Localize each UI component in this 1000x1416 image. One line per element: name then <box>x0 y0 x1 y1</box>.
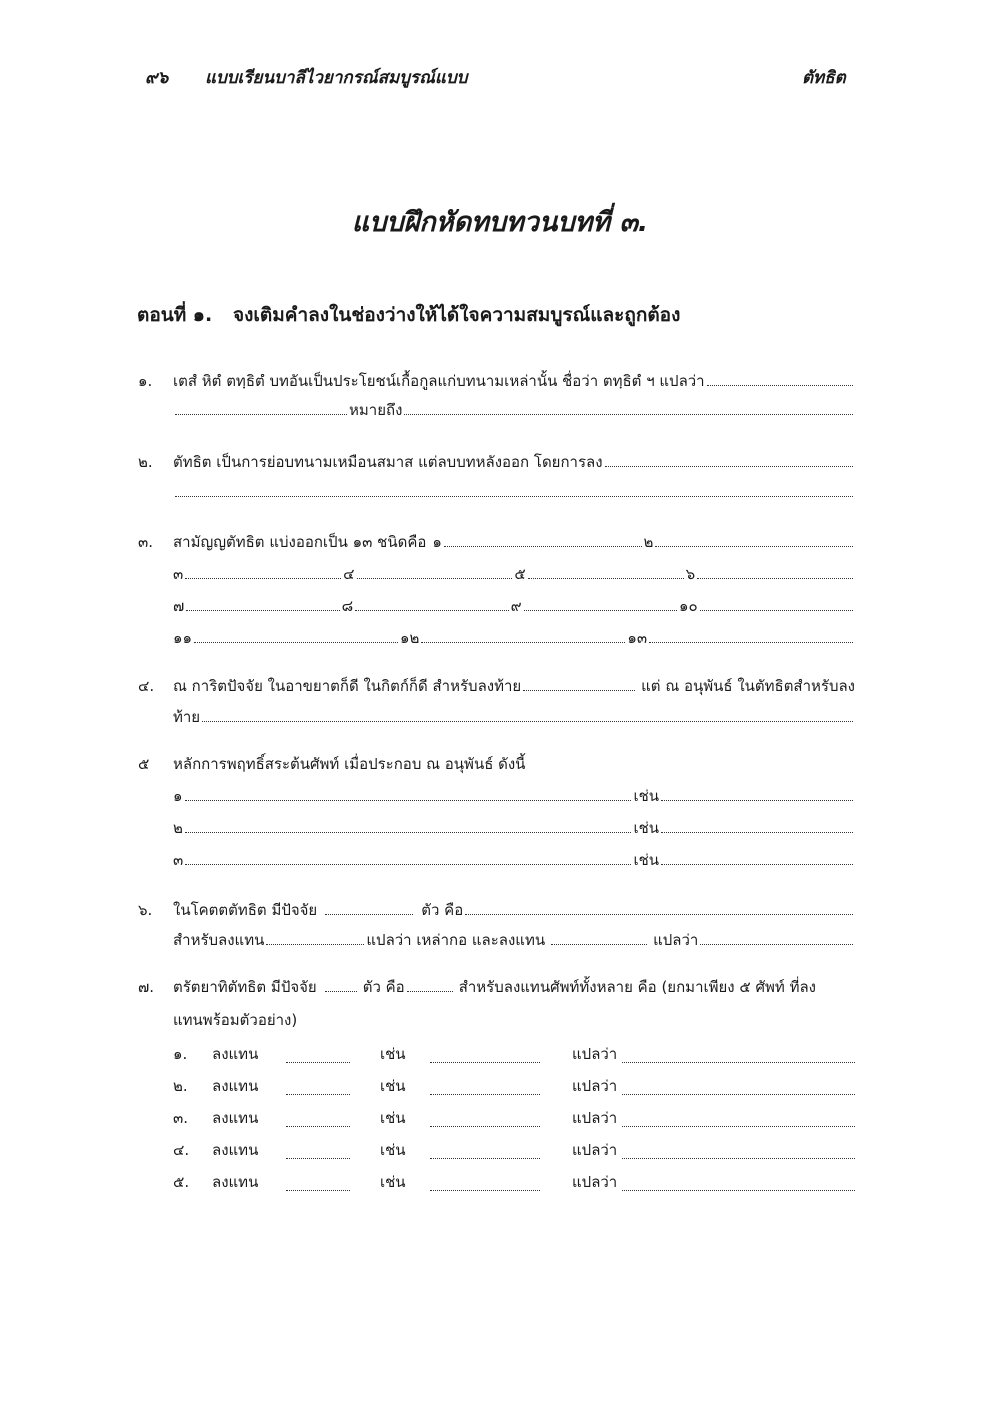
q3-item: ๑ <box>432 533 442 551</box>
q1-meaning-label: หมายถึง <box>349 401 403 419</box>
q1-blank-meaning[interactable] <box>404 398 853 415</box>
q1-line2 <box>173 398 855 422</box>
q3-line2 <box>173 562 855 586</box>
q7-text-d: แทนพร้อมตัวอย่าง) <box>173 1011 298 1029</box>
q3-item: ๘ <box>341 597 354 615</box>
q7-translate-label: แปลว่า <box>572 1173 618 1191</box>
q7-blank-example[interactable] <box>430 1142 540 1159</box>
q3-item: ๒ <box>643 533 654 551</box>
q5-example: เช่น <box>633 819 659 837</box>
q2-number: ๒. <box>138 453 153 471</box>
q2-line2 <box>173 480 855 504</box>
q3-item: ๗ <box>173 597 185 615</box>
q7-blank-suffix[interactable] <box>407 975 453 992</box>
chapter-name: ตัทธิต <box>802 68 846 88</box>
q3-item: ๖ <box>685 565 696 583</box>
q7-blank-example[interactable] <box>430 1110 540 1127</box>
q6-blank-count[interactable] <box>325 898 413 915</box>
book-title: แบบเรียนบาลีไวยากรณ์สมบูรณ์แบบ <box>205 68 468 88</box>
q7-row-number: ๕. <box>173 1173 190 1191</box>
q7-blank-translate[interactable] <box>622 1110 855 1127</box>
q2-blank[interactable] <box>605 450 853 467</box>
q6-text-b: ตัว คือ <box>421 901 464 919</box>
q3-blank[interactable] <box>444 530 642 547</box>
section-instruction: จงเติมคำลงในช่องว่างให้ได้ใจความสมบูรณ์และถูกต้อง <box>233 304 681 326</box>
q7-text-b: ตัว คือ <box>362 978 405 996</box>
q3-item: ๑๐ <box>678 597 698 615</box>
q6-text-a: ในโคตตตัทธิต มีปัจจัย <box>173 901 318 919</box>
q5-blank[interactable] <box>185 784 632 801</box>
q3-line1 <box>173 530 855 554</box>
q7-replace-label: ลงแทน <box>212 1109 259 1127</box>
q6-blank-e[interactable] <box>700 928 853 945</box>
q6-text-c: สำหรับลงแทน <box>173 931 265 949</box>
q7-replace-label: ลงแทน <box>212 1173 259 1191</box>
q6-text-d: แปลว่า เหล่ากอ และลงแทน <box>366 931 546 949</box>
q7-row-number: ๔. <box>173 1141 190 1159</box>
q4-line1 <box>173 674 855 698</box>
q2-text: ตัทธิต เป็นการย่อบทนามเหมือนสมาส แต่ลบบทหลังออก โดยการลง <box>173 453 603 471</box>
q6-blank-d[interactable] <box>551 928 647 945</box>
q7-example-label: เช่น <box>380 1077 406 1095</box>
q5-item-row <box>173 784 855 808</box>
q5-blank-example[interactable] <box>661 816 853 833</box>
q3-item: ๑๓ <box>627 629 648 647</box>
q4-line2 <box>173 705 855 729</box>
q5-item: ๑ <box>173 787 183 805</box>
q7-text-c: สำหรับลงแทนศัพท์ทั้งหลาย คือ (ยกมาเพียง ๕ ศัพท์ ที่ลง <box>458 978 816 996</box>
q3-blank[interactable] <box>194 626 398 643</box>
q6-line2 <box>173 928 855 952</box>
q7-row-number: ๒. <box>173 1077 188 1095</box>
q3-blank[interactable] <box>655 530 853 547</box>
q7-blank-replace[interactable] <box>286 1046 350 1063</box>
q7-blank-replace[interactable] <box>286 1142 350 1159</box>
q1-number: ๑. <box>138 372 153 390</box>
q7-example-label: เช่น <box>380 1109 406 1127</box>
q4-number: ๔. <box>138 677 155 695</box>
q1-blank-translation[interactable] <box>707 369 853 386</box>
q7-blank-translate[interactable] <box>622 1046 855 1063</box>
q3-item: ๓ <box>173 565 184 583</box>
q7-blank-replace[interactable] <box>286 1174 350 1191</box>
q7-translate-label: แปลว่า <box>572 1141 618 1159</box>
q1-line1 <box>173 369 855 393</box>
section-label: ตอนที่ ๑. <box>137 304 213 326</box>
q1-blank-translation-cont[interactable] <box>175 398 347 415</box>
q7-replace-label: ลงแทน <box>212 1141 259 1159</box>
q5-item-row <box>173 848 855 872</box>
q7-blank-replace[interactable] <box>286 1078 350 1095</box>
page-number: ๙๖ <box>145 68 169 88</box>
q3-text: สามัญญตัทธิต แบ่งออกเป็น ๑๓ ชนิดคือ <box>173 533 427 551</box>
q3-blank[interactable] <box>649 626 853 643</box>
q3-blank[interactable] <box>697 562 853 579</box>
page-title: แบบฝึกหัดทบทวนบทที่ ๓. <box>351 207 649 238</box>
q3-blank[interactable] <box>700 594 853 611</box>
q5-text: หลักการพฤทธิ์สระต้นศัพท์ เมื่อประกอบ ณ อนุพันธ์ ดังนี้ <box>173 755 526 773</box>
q5-item-row <box>173 816 855 840</box>
q3-blank[interactable] <box>524 594 677 611</box>
q7-number: ๗. <box>138 978 155 996</box>
q7-text-a: ตรัตยาทิตัทธิต มีปัจจัย <box>173 978 317 996</box>
q5-blank[interactable] <box>185 848 631 865</box>
q3-number: ๓. <box>138 533 154 551</box>
q5-number: ๕ <box>138 755 150 773</box>
q4-text-a: ณ การิตปัจจัย ในอาขยาตก็ดี ในกิตก์ก็ดี สำหรับลงท้าย <box>173 677 522 695</box>
q7-translate-label: แปลว่า <box>572 1045 618 1063</box>
q7-blank-translate[interactable] <box>622 1174 855 1191</box>
q3-item: ๙ <box>510 597 522 615</box>
q6-blank-c[interactable] <box>266 928 364 945</box>
q7-blank-example[interactable] <box>430 1078 540 1095</box>
q4-blank-b[interactable] <box>202 705 853 722</box>
section-heading <box>137 300 680 330</box>
q3-blank[interactable] <box>528 562 684 579</box>
q3-line4 <box>173 626 855 650</box>
q7-blank-example[interactable] <box>430 1174 540 1191</box>
q7-blank-example[interactable] <box>430 1046 540 1063</box>
q6-line1 <box>173 898 855 922</box>
q6-blank-suffix[interactable] <box>465 898 853 915</box>
q7-line2 <box>173 1008 855 1032</box>
q5-blank[interactable] <box>185 816 632 833</box>
q4-blank-a[interactable] <box>523 674 635 691</box>
q4-text-b: แต่ ณ อนุพันธ์ ในตัทธิตสำหรับลง <box>641 677 855 695</box>
q7-blank-translate[interactable] <box>622 1142 855 1159</box>
q7-row-number: ๑. <box>173 1045 188 1063</box>
q7-row-number: ๓. <box>173 1109 189 1127</box>
q3-item: ๑๒ <box>399 629 420 647</box>
q7-replace-label: ลงแทน <box>212 1077 259 1095</box>
q3-blank[interactable] <box>357 562 513 579</box>
q3-blank[interactable] <box>421 626 625 643</box>
q3-blank[interactable] <box>185 562 341 579</box>
q5-example: เช่น <box>633 787 659 805</box>
q6-text-e: แปลว่า <box>653 931 699 949</box>
q7-blank-count[interactable] <box>325 975 357 992</box>
q2-blank-cont[interactable] <box>175 480 853 497</box>
q7-example-label: เช่น <box>380 1173 406 1191</box>
q2-line1 <box>173 450 855 474</box>
q3-item: ๔ <box>343 565 355 583</box>
q3-blank[interactable] <box>355 594 508 611</box>
q4-text-c: ท้าย <box>173 708 201 726</box>
q5-example: เช่น <box>633 851 659 869</box>
q5-blank-example[interactable] <box>661 784 853 801</box>
q6-number: ๖. <box>138 901 153 919</box>
q3-line3 <box>173 594 855 618</box>
q7-replace-label: ลงแทน <box>212 1045 259 1063</box>
q5-item: ๒ <box>173 819 183 837</box>
q5-blank-example[interactable] <box>661 848 853 865</box>
q7-blank-replace[interactable] <box>286 1110 350 1127</box>
q7-example-label: เช่น <box>380 1141 406 1159</box>
q3-item: ๕ <box>514 565 526 583</box>
q1-text: เตสํ หิตํ ตทฺธิตํ บทอันเป็นประโยชน์เกื้อกูลแก่บทนามเหล่านั้น ชื่อว่า ตทฺธิตํ ฯ แปลว่า <box>173 372 705 390</box>
q5-item: ๓ <box>173 851 184 869</box>
q7-translate-label: แปลว่า <box>572 1077 618 1095</box>
q5-line <box>173 752 855 776</box>
q3-item: ๑๑ <box>173 629 193 647</box>
q3-blank[interactable] <box>186 594 339 611</box>
q7-example-label: เช่น <box>380 1045 406 1063</box>
q7-blank-translate[interactable] <box>622 1078 855 1095</box>
q7-line1 <box>173 975 855 999</box>
q7-translate-label: แปลว่า <box>572 1109 618 1127</box>
